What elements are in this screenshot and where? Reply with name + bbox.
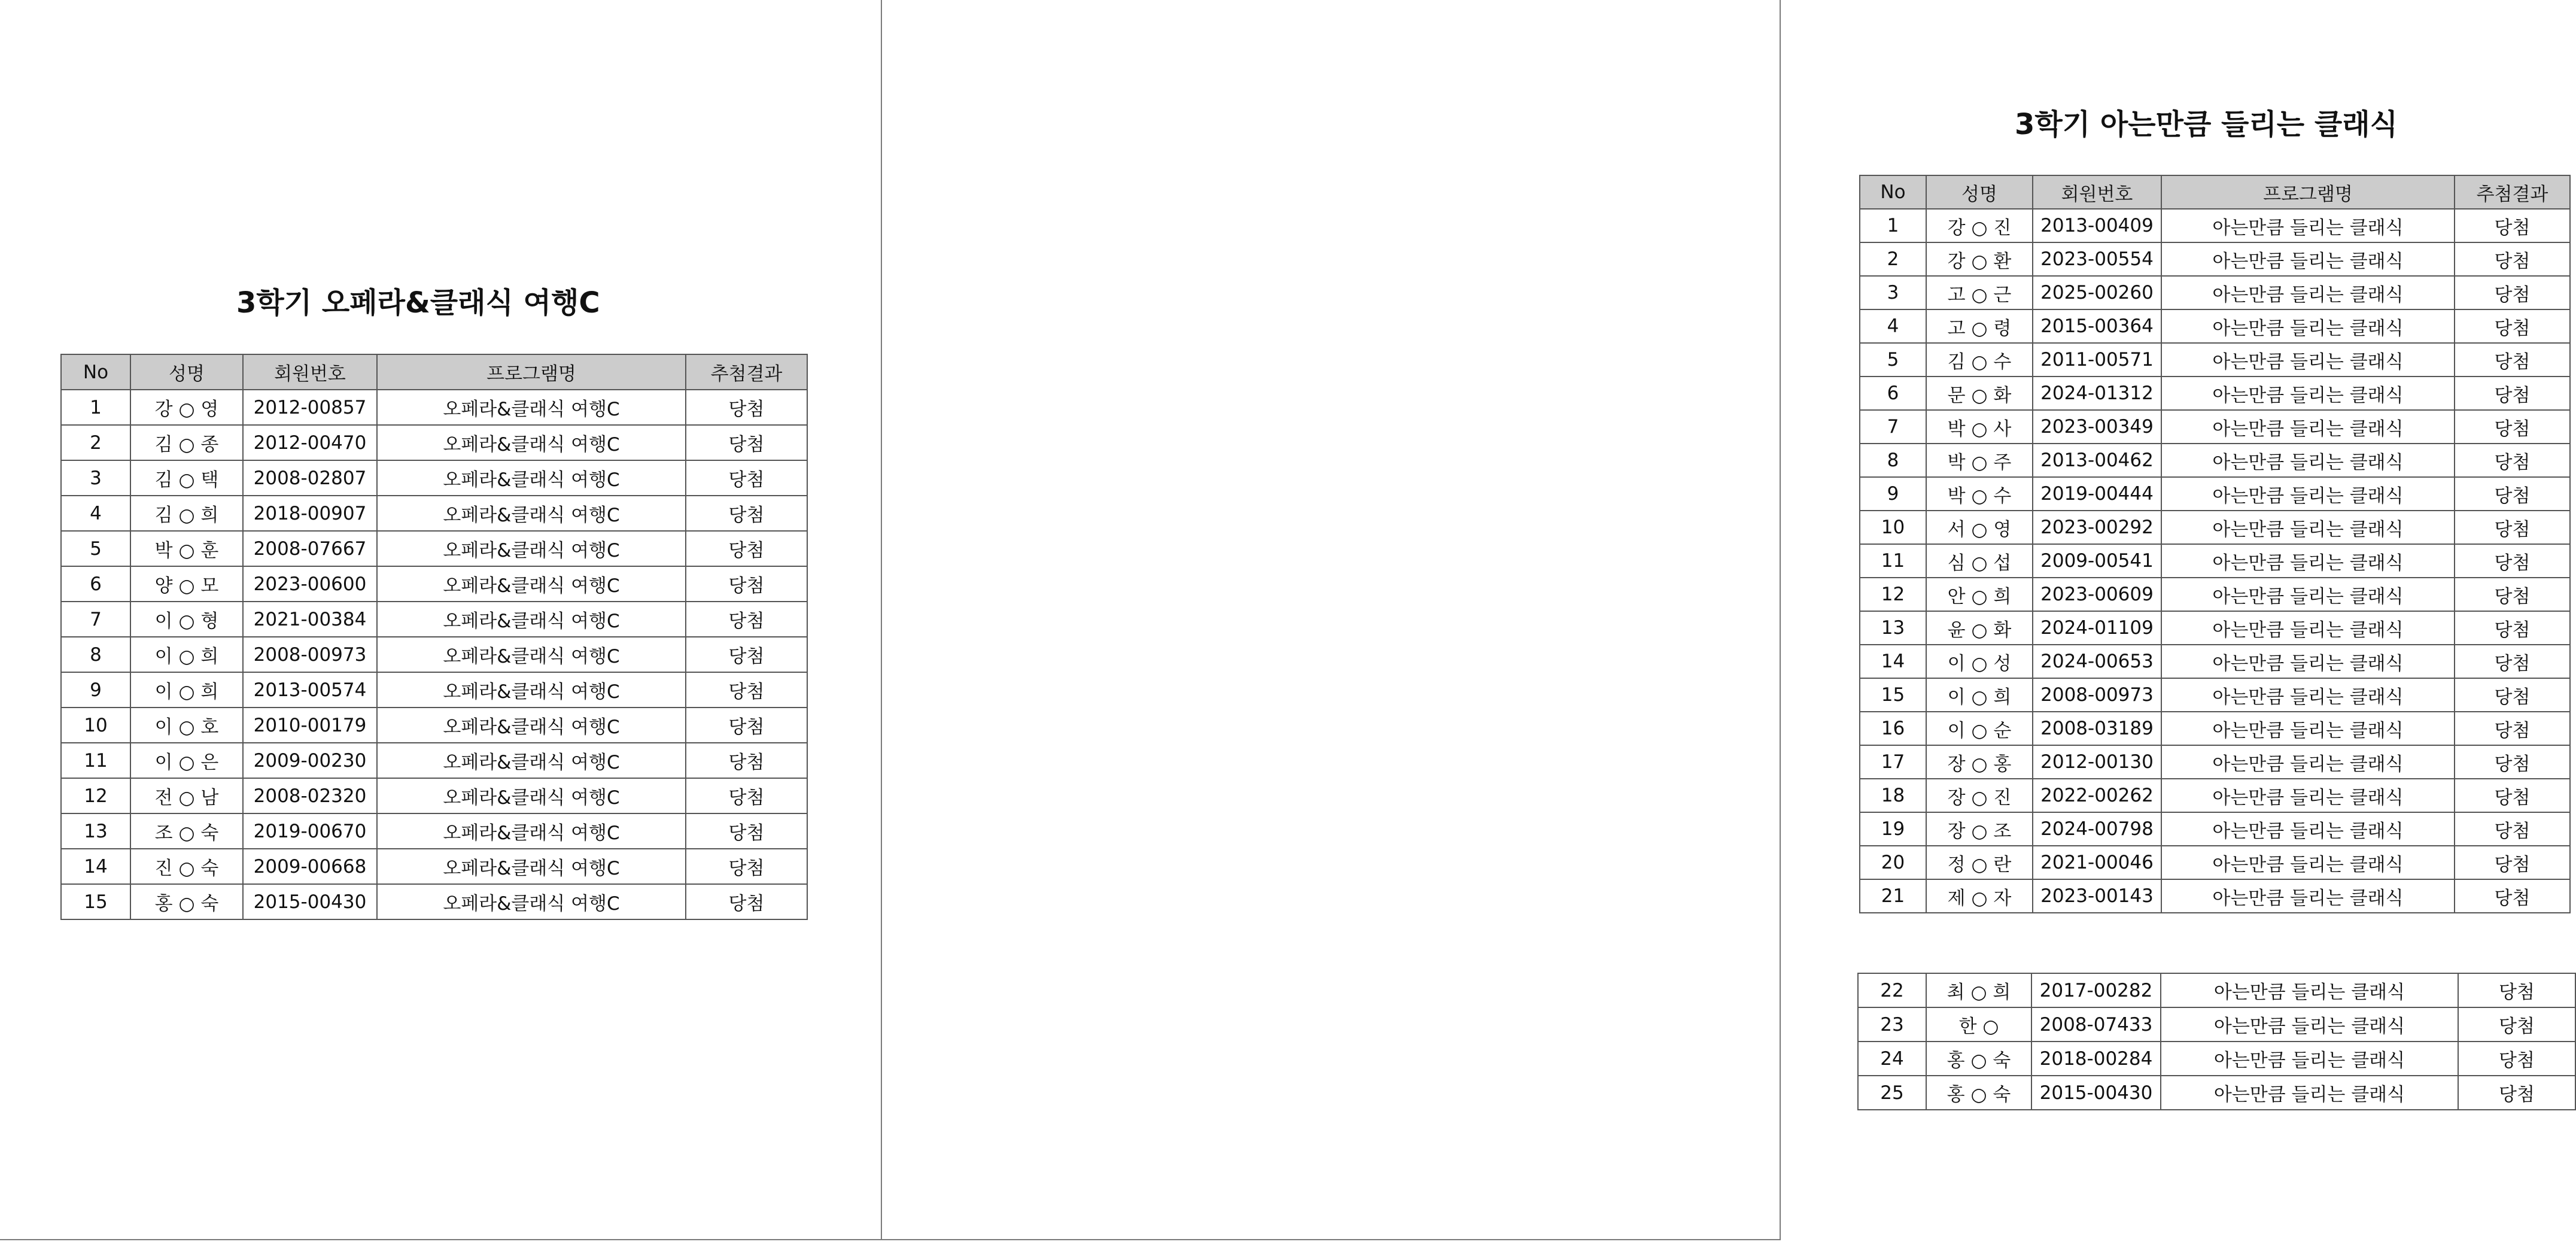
header-program: 프로그램명 bbox=[2161, 175, 2455, 209]
cell-program: 아는만큼 들리는 클래식 bbox=[2161, 444, 2455, 477]
cell-member-id: 2009-00230 bbox=[243, 743, 377, 778]
cell-no: 2 bbox=[1860, 242, 1926, 276]
cell-no: 13 bbox=[61, 813, 130, 849]
cell-member-id: 2023-00292 bbox=[2033, 511, 2161, 544]
cell-result: 당첨 bbox=[686, 743, 807, 778]
cell-member-id: 2023-00143 bbox=[2033, 879, 2161, 913]
page-right bbox=[882, 0, 2548, 1240]
table-row bbox=[1858, 973, 2575, 1007]
cell-program: 아는만큼 들리는 클래식 bbox=[2161, 343, 2455, 377]
cell-name: 이 ○ 은 bbox=[130, 743, 243, 778]
table-row bbox=[61, 708, 807, 743]
table-row bbox=[1860, 812, 2570, 846]
cell-no: 12 bbox=[61, 778, 130, 813]
table-row bbox=[1860, 410, 2570, 444]
table-row bbox=[1860, 377, 2570, 410]
table-row bbox=[1860, 745, 2570, 779]
winners-table-continued bbox=[1857, 973, 2576, 1110]
cell-result: 당첨 bbox=[686, 425, 807, 460]
cell-program: 아는만큼 들리는 클래식 bbox=[2161, 377, 2455, 410]
table-row bbox=[61, 672, 807, 708]
cell-no: 15 bbox=[61, 884, 130, 919]
cell-name: 서 ○ 영 bbox=[1926, 511, 2033, 544]
cell-no: 14 bbox=[61, 849, 130, 884]
cell-program: 오페라&클래식 여행C bbox=[377, 496, 686, 531]
cell-member-id: 2008-00973 bbox=[2033, 678, 2161, 712]
table-row bbox=[1860, 879, 2570, 913]
cell-result: 당첨 bbox=[2458, 1007, 2575, 1042]
cell-no: 10 bbox=[61, 708, 130, 743]
cell-name: 장 ○ 홍 bbox=[1926, 745, 2033, 779]
table-row bbox=[61, 602, 807, 637]
cell-name: 박 ○ 주 bbox=[1926, 444, 2033, 477]
cell-program: 아는만큼 들리는 클래식 bbox=[2161, 276, 2455, 309]
cell-no: 6 bbox=[61, 566, 130, 602]
cell-name: 박 ○ 사 bbox=[1926, 410, 2033, 444]
cell-member-id: 2025-00260 bbox=[2033, 276, 2161, 309]
cell-result: 당첨 bbox=[686, 708, 807, 743]
table-row bbox=[1860, 578, 2570, 611]
header-name: 성명 bbox=[1926, 175, 2033, 209]
table-row bbox=[61, 390, 807, 425]
cell-name: 이 ○ 호 bbox=[130, 708, 243, 743]
cell-name: 홍 ○ 숙 bbox=[130, 884, 243, 919]
cell-name: 양 ○ 모 bbox=[130, 566, 243, 602]
cell-program: 아는만큼 들리는 클래식 bbox=[2161, 1042, 2458, 1076]
cell-result: 당첨 bbox=[686, 778, 807, 813]
cell-member-id: 2017-00282 bbox=[2031, 973, 2161, 1007]
table-row bbox=[61, 849, 807, 884]
cell-program: 아는만큼 들리는 클래식 bbox=[2161, 1076, 2458, 1110]
page-left bbox=[0, 0, 882, 1240]
cell-no: 16 bbox=[1860, 712, 1926, 745]
cell-member-id: 2009-00541 bbox=[2033, 544, 2161, 578]
cell-program: 오페라&클래식 여행C bbox=[377, 531, 686, 566]
cell-no: 19 bbox=[1860, 812, 1926, 846]
table-body bbox=[1858, 973, 2575, 1110]
cell-result: 당첨 bbox=[2455, 242, 2570, 276]
cell-no: 2 bbox=[61, 425, 130, 460]
table-row bbox=[1860, 678, 2570, 712]
cell-name: 이 ○ 성 bbox=[1926, 645, 2033, 678]
cell-program: 아는만큼 들리는 클래식 bbox=[2161, 745, 2455, 779]
cell-name: 최 ○ 희 bbox=[1926, 973, 2031, 1007]
table-row bbox=[61, 778, 807, 813]
cell-no: 3 bbox=[61, 460, 130, 496]
cell-no: 6 bbox=[1860, 377, 1926, 410]
cell-program: 아는만큼 들리는 클래식 bbox=[2161, 578, 2455, 611]
cell-result: 당첨 bbox=[686, 884, 807, 919]
table-row bbox=[1860, 645, 2570, 678]
cell-no: 4 bbox=[1860, 309, 1926, 343]
cell-name: 홍 ○ 숙 bbox=[1926, 1042, 2031, 1076]
header-no: No bbox=[61, 354, 130, 390]
table-row bbox=[1860, 779, 2570, 812]
cell-program: 아는만큼 들리는 클래식 bbox=[2161, 242, 2455, 276]
cell-member-id: 2013-00574 bbox=[243, 672, 377, 708]
cell-name: 강 ○ 영 bbox=[130, 390, 243, 425]
cell-name: 전 ○ 남 bbox=[130, 778, 243, 813]
cell-member-id: 2013-00462 bbox=[2033, 444, 2161, 477]
cell-result: 당첨 bbox=[2458, 1076, 2575, 1110]
cell-result: 당첨 bbox=[2455, 209, 2570, 242]
cell-no: 1 bbox=[61, 390, 130, 425]
cell-program: 아는만큼 들리는 클래식 bbox=[2161, 846, 2455, 879]
cell-program: 아는만큼 들리는 클래식 bbox=[2161, 611, 2455, 645]
cell-result: 당첨 bbox=[2458, 973, 2575, 1007]
cell-name: 이 ○ 순 bbox=[1926, 712, 2033, 745]
cell-member-id: 2013-00409 bbox=[2033, 209, 2161, 242]
cell-no: 13 bbox=[1860, 611, 1926, 645]
cell-member-id: 2012-00857 bbox=[243, 390, 377, 425]
cell-program: 오페라&클래식 여행C bbox=[377, 637, 686, 672]
cell-name: 이 ○ 희 bbox=[130, 637, 243, 672]
cell-name: 문 ○ 화 bbox=[1926, 377, 2033, 410]
table-header-row bbox=[61, 354, 807, 390]
cell-no: 23 bbox=[1858, 1007, 1926, 1042]
cell-name: 강 ○ 진 bbox=[1926, 209, 2033, 242]
cell-result: 당첨 bbox=[2455, 544, 2570, 578]
cell-no: 12 bbox=[1860, 578, 1926, 611]
table-row bbox=[1858, 1076, 2575, 1110]
cell-member-id: 2019-00670 bbox=[243, 813, 377, 849]
cell-result: 당첨 bbox=[2458, 1042, 2575, 1076]
cell-member-id: 2008-00973 bbox=[243, 637, 377, 672]
cell-result: 당첨 bbox=[2455, 678, 2570, 712]
cell-program: 아는만큼 들리는 클래식 bbox=[2161, 812, 2455, 846]
cell-program: 아는만큼 들리는 클래식 bbox=[2161, 712, 2455, 745]
cell-program: 오페라&클래식 여행C bbox=[377, 743, 686, 778]
cell-program: 아는만큼 들리는 클래식 bbox=[2161, 410, 2455, 444]
cell-program: 아는만큼 들리는 클래식 bbox=[2161, 209, 2455, 242]
cell-member-id: 2008-07433 bbox=[2031, 1007, 2161, 1042]
cell-program: 아는만큼 들리는 클래식 bbox=[2161, 973, 2458, 1007]
table-row bbox=[61, 566, 807, 602]
cell-program: 오페라&클래식 여행C bbox=[377, 849, 686, 884]
cell-result: 당첨 bbox=[2455, 611, 2570, 645]
cell-program: 오페라&클래식 여행C bbox=[377, 708, 686, 743]
cell-name: 고 ○ 령 bbox=[1926, 309, 2033, 343]
table-row bbox=[61, 637, 807, 672]
cell-program: 아는만큼 들리는 클래식 bbox=[2161, 678, 2455, 712]
cell-no: 17 bbox=[1860, 745, 1926, 779]
cell-member-id: 2023-00349 bbox=[2033, 410, 2161, 444]
cell-name: 조 ○ 숙 bbox=[130, 813, 243, 849]
cell-member-id: 2022-00262 bbox=[2033, 779, 2161, 812]
cell-no: 10 bbox=[1860, 511, 1926, 544]
cell-member-id: 2012-00470 bbox=[243, 425, 377, 460]
cell-program: 오페라&클래식 여행C bbox=[377, 390, 686, 425]
cell-no: 5 bbox=[1860, 343, 1926, 377]
cell-name: 윤 ○ 화 bbox=[1926, 611, 2033, 645]
cell-program: 아는만큼 들리는 클래식 bbox=[2161, 879, 2455, 913]
cell-result: 당첨 bbox=[686, 602, 807, 637]
cell-program: 오페라&클래식 여행C bbox=[377, 566, 686, 602]
cell-no: 14 bbox=[1860, 645, 1926, 678]
cell-result: 당첨 bbox=[686, 496, 807, 531]
cell-no: 21 bbox=[1860, 879, 1926, 913]
cell-program: 아는만큼 들리는 클래식 bbox=[2161, 544, 2455, 578]
cell-name: 진 ○ 숙 bbox=[130, 849, 243, 884]
table-header-row bbox=[1860, 175, 2570, 209]
cell-result: 당첨 bbox=[2455, 343, 2570, 377]
cell-name: 장 ○ 조 bbox=[1926, 812, 2033, 846]
header-result: 추첨결과 bbox=[686, 354, 807, 390]
header-no: No bbox=[1860, 175, 1926, 209]
table-row bbox=[1860, 343, 2570, 377]
cell-result: 당첨 bbox=[2455, 377, 2570, 410]
table-row bbox=[61, 743, 807, 778]
cell-result: 당첨 bbox=[686, 460, 807, 496]
cell-name: 박 ○ 수 bbox=[1926, 477, 2033, 511]
cell-no: 7 bbox=[1860, 410, 1926, 444]
cell-name: 김 ○ 희 bbox=[130, 496, 243, 531]
cell-name: 김 ○ 종 bbox=[130, 425, 243, 460]
cell-result: 당첨 bbox=[686, 813, 807, 849]
table-body bbox=[1860, 209, 2570, 913]
table-row bbox=[1860, 209, 2570, 242]
cell-result: 당첨 bbox=[2455, 410, 2570, 444]
winners-table bbox=[60, 354, 808, 920]
cell-member-id: 2008-02320 bbox=[243, 778, 377, 813]
cell-result: 당첨 bbox=[2455, 779, 2570, 812]
cell-result: 당첨 bbox=[2455, 309, 2570, 343]
cell-name: 이 ○ 희 bbox=[1926, 678, 2033, 712]
table-body bbox=[61, 390, 807, 919]
cell-member-id: 2015-00430 bbox=[2031, 1076, 2161, 1110]
cell-result: 당첨 bbox=[686, 531, 807, 566]
table-row bbox=[61, 460, 807, 496]
cell-member-id: 2008-07667 bbox=[243, 531, 377, 566]
cell-result: 당첨 bbox=[2455, 745, 2570, 779]
cell-name: 이 ○ 형 bbox=[130, 602, 243, 637]
table-row bbox=[1860, 611, 2570, 645]
cell-program: 아는만큼 들리는 클래식 bbox=[2161, 779, 2455, 812]
cell-member-id: 2018-00284 bbox=[2031, 1042, 2161, 1076]
header-result: 추첨결과 bbox=[2455, 175, 2570, 209]
table-row bbox=[1860, 846, 2570, 879]
cell-program: 오페라&클래식 여행C bbox=[377, 813, 686, 849]
cell-name: 김 ○ 수 bbox=[1926, 343, 2033, 377]
cell-member-id: 2024-01312 bbox=[2033, 377, 2161, 410]
table-row bbox=[1860, 477, 2570, 511]
cell-program: 오페라&클래식 여행C bbox=[377, 672, 686, 708]
cell-result: 당첨 bbox=[2455, 812, 2570, 846]
header-program: 프로그램명 bbox=[377, 354, 686, 390]
cell-member-id: 2021-00384 bbox=[243, 602, 377, 637]
cell-program: 오페라&클래식 여행C bbox=[377, 884, 686, 919]
header-member-id: 회원번호 bbox=[243, 354, 377, 390]
cell-name: 안 ○ 희 bbox=[1926, 578, 2033, 611]
cell-member-id: 2011-00571 bbox=[2033, 343, 2161, 377]
cell-no: 25 bbox=[1858, 1076, 1926, 1110]
table-row bbox=[1860, 309, 2570, 343]
cell-no: 9 bbox=[61, 672, 130, 708]
cell-member-id: 2015-00364 bbox=[2033, 309, 2161, 343]
cell-member-id: 2008-02807 bbox=[243, 460, 377, 496]
winners-table bbox=[1859, 175, 2571, 913]
cell-result: 당첨 bbox=[2455, 444, 2570, 477]
table-row bbox=[61, 884, 807, 919]
cell-name: 고 ○ 근 bbox=[1926, 276, 2033, 309]
cell-no: 20 bbox=[1860, 846, 1926, 879]
cell-result: 당첨 bbox=[686, 637, 807, 672]
page-title: 3학기 오페라&클래식 여행C bbox=[236, 286, 600, 320]
table-row bbox=[1860, 544, 2570, 578]
cell-member-id: 2008-03189 bbox=[2033, 712, 2161, 745]
table-row bbox=[1860, 511, 2570, 544]
cell-result: 당첨 bbox=[686, 566, 807, 602]
cell-no: 9 bbox=[1860, 477, 1926, 511]
cell-no: 11 bbox=[1860, 544, 1926, 578]
cell-member-id: 2024-00798 bbox=[2033, 812, 2161, 846]
table-row bbox=[61, 531, 807, 566]
cell-no: 8 bbox=[1860, 444, 1926, 477]
cell-name: 이 ○ 희 bbox=[130, 672, 243, 708]
cell-program: 오페라&클래식 여행C bbox=[377, 602, 686, 637]
cell-no: 24 bbox=[1858, 1042, 1926, 1076]
cell-result: 당첨 bbox=[686, 672, 807, 708]
cell-program: 오페라&클래식 여행C bbox=[377, 425, 686, 460]
cell-no: 4 bbox=[61, 496, 130, 531]
cell-result: 당첨 bbox=[2455, 511, 2570, 544]
cell-name: 정 ○ 란 bbox=[1926, 846, 2033, 879]
cell-program: 아는만큼 들리는 클래식 bbox=[2161, 511, 2455, 544]
cell-member-id: 2018-00907 bbox=[243, 496, 377, 531]
cell-name: 심 ○ 섭 bbox=[1926, 544, 2033, 578]
cell-no: 3 bbox=[1860, 276, 1926, 309]
cell-member-id: 2010-00179 bbox=[243, 708, 377, 743]
cell-no: 7 bbox=[61, 602, 130, 637]
cell-name: 강 ○ 환 bbox=[1926, 242, 2033, 276]
cell-no: 1 bbox=[1860, 209, 1926, 242]
table-row bbox=[1860, 712, 2570, 745]
cell-name: 박 ○ 훈 bbox=[130, 531, 243, 566]
cell-member-id: 2012-00130 bbox=[2033, 745, 2161, 779]
cell-no: 15 bbox=[1860, 678, 1926, 712]
cell-member-id: 2009-00668 bbox=[243, 849, 377, 884]
page-title: 3학기 아는만큼 들리는 클래식 bbox=[2015, 108, 2398, 141]
table-row bbox=[1860, 444, 2570, 477]
cell-member-id: 2015-00430 bbox=[243, 884, 377, 919]
table-row bbox=[61, 813, 807, 849]
cell-name: 홍 ○ 숙 bbox=[1926, 1076, 2031, 1110]
cell-member-id: 2024-00653 bbox=[2033, 645, 2161, 678]
cell-name: 김 ○ 택 bbox=[130, 460, 243, 496]
cell-result: 당첨 bbox=[2455, 578, 2570, 611]
cell-result: 당첨 bbox=[2455, 712, 2570, 745]
table-row bbox=[61, 425, 807, 460]
table-row bbox=[1860, 242, 2570, 276]
cell-name: 한 ○ bbox=[1926, 1007, 2031, 1042]
cell-member-id: 2021-00046 bbox=[2033, 846, 2161, 879]
header-member-id: 회원번호 bbox=[2033, 175, 2161, 209]
cell-program: 아는만큼 들리는 클래식 bbox=[2161, 309, 2455, 343]
cell-member-id: 2023-00554 bbox=[2033, 242, 2161, 276]
cell-program: 아는만큼 들리는 클래식 bbox=[2161, 1007, 2458, 1042]
cell-name: 제 ○ 자 bbox=[1926, 879, 2033, 913]
cell-no: 22 bbox=[1858, 973, 1926, 1007]
cell-member-id: 2023-00609 bbox=[2033, 578, 2161, 611]
cell-result: 당첨 bbox=[2455, 846, 2570, 879]
header-name: 성명 bbox=[130, 354, 243, 390]
cell-member-id: 2024-01109 bbox=[2033, 611, 2161, 645]
cell-result: 당첨 bbox=[686, 390, 807, 425]
table-row bbox=[1860, 276, 2570, 309]
cell-program: 아는만큼 들리는 클래식 bbox=[2161, 645, 2455, 678]
cell-member-id: 2023-00600 bbox=[243, 566, 377, 602]
cell-no: 8 bbox=[61, 637, 130, 672]
cell-result: 당첨 bbox=[2455, 276, 2570, 309]
cell-no: 11 bbox=[61, 743, 130, 778]
cell-member-id: 2019-00444 bbox=[2033, 477, 2161, 511]
cell-result: 당첨 bbox=[2455, 477, 2570, 511]
cell-no: 5 bbox=[61, 531, 130, 566]
cell-result: 당첨 bbox=[2455, 879, 2570, 913]
cell-name: 장 ○ 진 bbox=[1926, 779, 2033, 812]
cell-no: 18 bbox=[1860, 779, 1926, 812]
cell-result: 당첨 bbox=[2455, 645, 2570, 678]
cell-program: 오페라&클래식 여행C bbox=[377, 778, 686, 813]
cell-program: 아는만큼 들리는 클래식 bbox=[2161, 477, 2455, 511]
table-row bbox=[1858, 1007, 2575, 1042]
cell-result: 당첨 bbox=[686, 849, 807, 884]
table-row bbox=[1858, 1042, 2575, 1076]
cell-program: 오페라&클래식 여행C bbox=[377, 460, 686, 496]
table-row bbox=[61, 496, 807, 531]
